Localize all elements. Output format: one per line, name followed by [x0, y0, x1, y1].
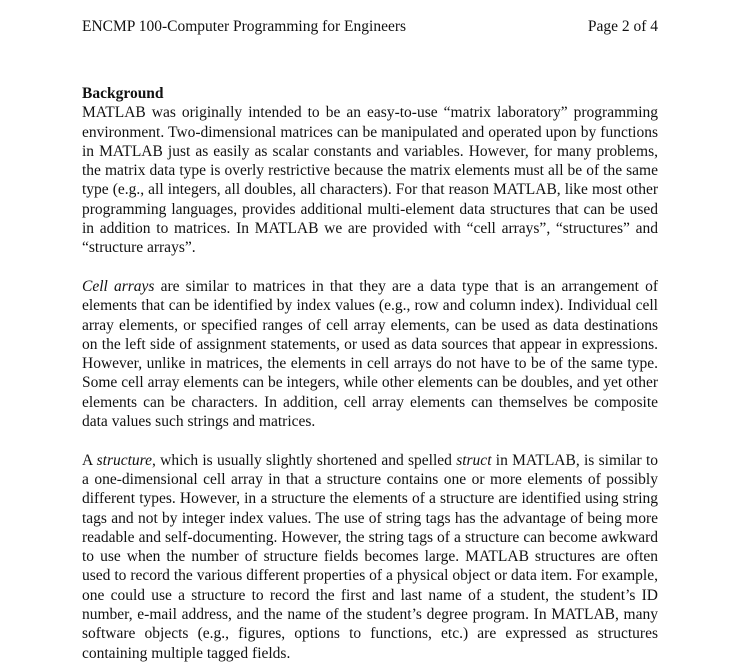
- paragraph-structures-lead: A: [82, 451, 97, 469]
- page-header: [82, 17, 658, 37]
- paragraph-structures-text: in MATLAB, is similar to a one-dimensional cell array in that a structure contains one or more elements of possibly different types. However, in a structure the elements of a structure are identified using string tags and not by integer index values. The use of string tags has the advantage of being more readable and self-documenting. However, the string tags of a structure can become awkward to use when the number of structure fields becomes large. MATLAB structures are often used to record the various different properties of a physical object or data item. For example, one could use a structure to record the first and last name of a student, the student’s ID number, e-mail address, and the name of the student’s degree program. In MATLAB, many software objects (e.g., figures, options to functions, etc.) are expressed as structures containing multiple tagged fields.: [82, 451, 658, 662]
- term-structure: structure: [96, 451, 153, 469]
- paragraph-cell-arrays: [82, 277, 658, 431]
- term-cell-arrays: Cell arrays: [82, 277, 155, 295]
- page-number: Page 2 of 4: [587, 18, 658, 35]
- paragraph-matlab-intro: MATLAB was originally intended to be an easy-to-use “matrix laboratory” programming environment. Two-dimensional matrices can be manipulated and operated upon by functions in MATLAB just as easily as scalar constants and variables. However, for many problems, the matrix data type is overly restrictive because the matrix elements must all be of the same type (e.g., all integers, all doubles, all characters). For that reason MATLAB, like most other programming languages, provides additional multi-element data structures that can be used in addition to matrices. In MATLAB we are provided with “cell arrays”, “structures” and “structure arrays”.: [82, 104, 658, 257]
- document-body: [82, 84, 658, 663]
- document-page: [82, 0, 658, 662]
- paragraph-cell-arrays-text: are similar to matrices in that they are a data type that is an arrangement of elements that can be identified by index values (e.g., row and column index). Individual cell array elements, or specified ranges of cell array elements, can be used as data destinations on the left side of assignment statements, or used as data sources that appear in expressions. However, unlike in matrices, the elements in cell arrays do not have to be of the same type. Some cell array elements can be integers, while other elements can be doubles, and yet other elements can be characters. In addition, cell array elements can themselves be composite data values such strings and matrices.: [82, 277, 658, 431]
- paragraph-structures: [82, 451, 658, 663]
- course-title: ENCMP 100-Computer Programming for Engineers: [82, 18, 407, 35]
- paragraph-structures-mid: , which is usually slightly shortened and spelled: [152, 451, 457, 469]
- term-struct: struct: [456, 451, 492, 469]
- section-heading: Background: [82, 85, 164, 102]
